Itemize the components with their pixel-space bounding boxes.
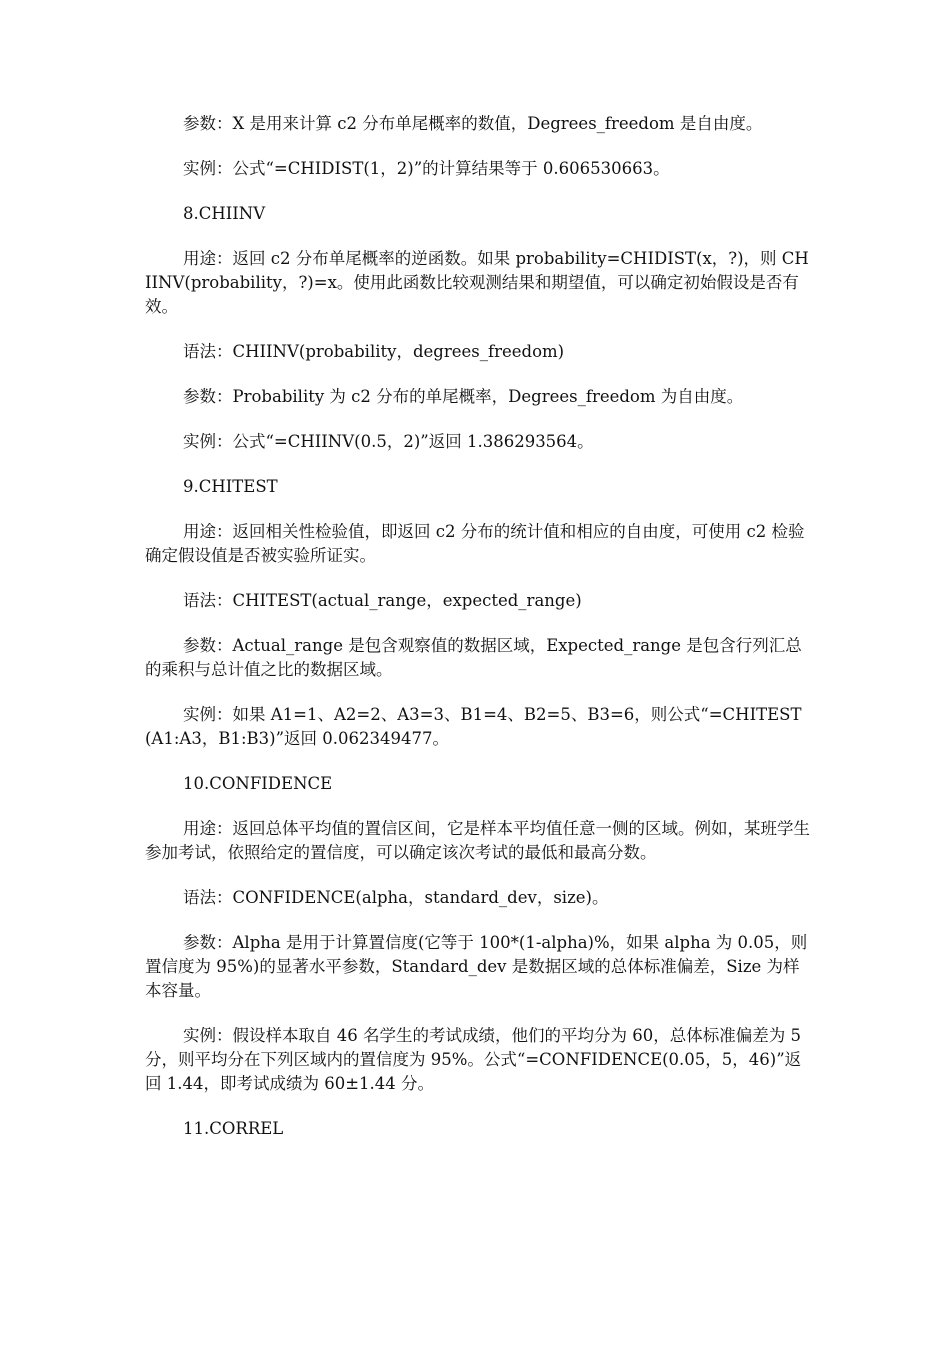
param-chitest: 参数：Actual_range 是包含观察值的数据区域，Expected_range 是包含行列汇总的乘积与总计值之比的数据区域。 bbox=[145, 636, 802, 679]
usage-chiinv: 用途：返回 c2 分布单尾概率的逆函数。如果 probability=CHIDIST(x，?)，则 CHIINV(probability，?)=x。使用此函数比较观测结果和期望值，可以确定初始假设是否有效。 bbox=[145, 249, 809, 316]
param-chiinv: 参数：Probability 为 c2 分布的单尾概率，Degrees_freedom 为自由度。 bbox=[183, 387, 744, 406]
example-chidist: 实例：公式“=CHIDIST(1，2)”的计算结果等于 0.606530663。 bbox=[183, 159, 670, 178]
param-chidist: 参数：X 是用来计算 c2 分布单尾概率的数值，Degrees_freedom 是自由度。 bbox=[183, 114, 763, 133]
example-confidence: 实例：假设样本取自 46 名学生的考试成绩，他们的平均分为 60，总体标准偏差为 5 分，则平均分在下列区域内的置信度为 95%。公式“=CONFIDENCE(0.05，5，46)”返回 1.44，即考试成绩为 60±1.44 分。 bbox=[145, 1026, 807, 1093]
syntax-confidence: 语法：CONFIDENCE(alpha，standard_dev，size)。 bbox=[183, 888, 609, 907]
section-heading-chitest: 9.CHITEST bbox=[183, 477, 278, 496]
document-page bbox=[145, 112, 810, 1162]
example-chitest: 实例：如果 A1=1、A2=2、A3=3、B1=4、B2=5、B3=6，则公式“=CHITEST(A1:A3，B1:B3)”返回 0.062349477。 bbox=[145, 705, 802, 748]
syntax-chitest: 语法：CHITEST(actual_range，expected_range) bbox=[183, 591, 582, 610]
syntax-chiinv: 语法：CHIINV(probability，degrees_freedom) bbox=[183, 342, 565, 361]
section-heading-confidence: 10.CONFIDENCE bbox=[183, 774, 333, 793]
param-confidence: 参数：Alpha 是用于计算置信度(它等于 100*(1-alpha)%，如果 alpha 为 0.05，则置信度为 95%)的显著水平参数，Standard_dev 是数据区域的总体标准偏差，Size 为样本容量。 bbox=[145, 933, 808, 1000]
usage-chitest: 用途：返回相关性检验值，即返回 c2 分布的统计值和相应的自由度，可使用 c2 检验确定假设值是否被实验所证实。 bbox=[145, 522, 805, 565]
usage-confidence: 用途：返回总体平均值的置信区间，它是样本平均值任意一侧的区域。例如，某班学生参加考试，依照给定的置信度，可以确定该次考试的最低和最高分数。 bbox=[145, 819, 810, 862]
section-heading-correl: 11.CORREL bbox=[183, 1119, 284, 1138]
section-heading-chiinv: 8.CHIINV bbox=[183, 204, 266, 223]
example-chiinv: 实例：公式“=CHIINV(0.5，2)”返回 1.386293564。 bbox=[183, 432, 594, 451]
